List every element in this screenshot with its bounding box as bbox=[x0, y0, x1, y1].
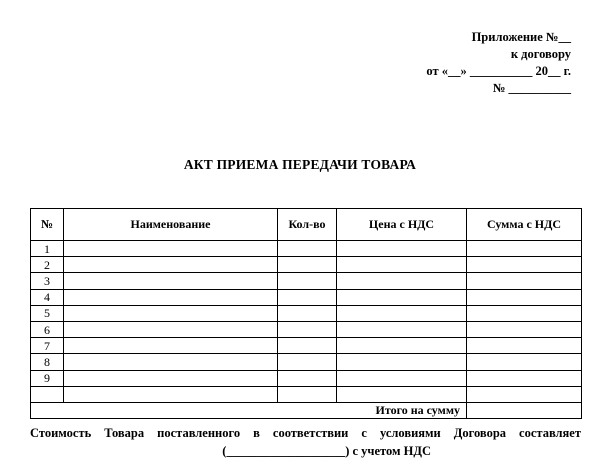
row-number: 4 bbox=[31, 289, 64, 305]
row-number: 7 bbox=[31, 338, 64, 354]
price-cell[interactable] bbox=[337, 321, 467, 337]
table-row bbox=[31, 338, 582, 354]
price-cell[interactable] bbox=[337, 241, 467, 257]
row-number: 3 bbox=[31, 273, 64, 289]
total-value-cell[interactable] bbox=[467, 402, 582, 418]
cost-statement bbox=[30, 424, 581, 460]
cost-statement-line2: (___________________) с учетом НДС bbox=[222, 444, 431, 458]
sum-cell[interactable] bbox=[467, 241, 582, 257]
header-sum: Сумма с НДС bbox=[467, 209, 582, 241]
row-number: 6 bbox=[31, 321, 64, 337]
sum-cell[interactable] bbox=[467, 354, 582, 370]
header-number: № bbox=[31, 209, 64, 241]
row-number: 9 bbox=[31, 370, 64, 386]
name-cell[interactable] bbox=[64, 386, 278, 402]
price-cell[interactable] bbox=[337, 386, 467, 402]
price-cell[interactable] bbox=[337, 289, 467, 305]
sum-cell[interactable] bbox=[467, 370, 582, 386]
document-title: АКТ ПРИЕМА ПЕРЕДАЧИ ТОВАРА bbox=[183, 157, 417, 172]
table-row bbox=[31, 257, 582, 273]
cost-statement-line1: Стоимость Товара поставленного в соответствии с условиями Договора составляет bbox=[30, 426, 581, 440]
row-number: 5 bbox=[31, 305, 64, 321]
quantity-cell[interactable] bbox=[278, 370, 337, 386]
quantity-cell[interactable] bbox=[278, 289, 337, 305]
quantity-cell[interactable] bbox=[278, 386, 337, 402]
sum-cell[interactable] bbox=[467, 386, 582, 402]
table-row bbox=[31, 370, 582, 386]
quantity-cell[interactable] bbox=[278, 321, 337, 337]
appendix-contract-date: от «__» __________ 20__ г. bbox=[426, 64, 571, 78]
table-row bbox=[31, 386, 582, 402]
total-label: Итого на сумму bbox=[31, 402, 467, 418]
appendix-contract-number: № __________ bbox=[492, 81, 571, 95]
price-cell[interactable] bbox=[337, 305, 467, 321]
quantity-cell[interactable] bbox=[278, 305, 337, 321]
table-row bbox=[31, 354, 582, 370]
quantity-cell[interactable] bbox=[278, 338, 337, 354]
name-cell[interactable] bbox=[64, 338, 278, 354]
name-cell[interactable] bbox=[64, 321, 278, 337]
header-price: Цена с НДС bbox=[337, 209, 467, 241]
row-number: 2 bbox=[31, 257, 64, 273]
price-cell[interactable] bbox=[337, 273, 467, 289]
price-cell[interactable] bbox=[337, 354, 467, 370]
row-number: 1 bbox=[31, 241, 64, 257]
name-cell[interactable] bbox=[64, 289, 278, 305]
total-row bbox=[31, 402, 582, 418]
sum-cell[interactable] bbox=[467, 257, 582, 273]
sum-cell[interactable] bbox=[467, 289, 582, 305]
table-row bbox=[31, 305, 582, 321]
appendix-block bbox=[426, 29, 571, 97]
price-cell[interactable] bbox=[337, 370, 467, 386]
price-cell[interactable] bbox=[337, 257, 467, 273]
name-cell[interactable] bbox=[64, 354, 278, 370]
name-cell[interactable] bbox=[64, 305, 278, 321]
name-cell[interactable] bbox=[64, 273, 278, 289]
name-cell[interactable] bbox=[64, 370, 278, 386]
table-row bbox=[31, 321, 582, 337]
name-cell[interactable] bbox=[64, 257, 278, 273]
header-quantity: Кол-во bbox=[278, 209, 337, 241]
row-number bbox=[31, 386, 64, 402]
quantity-cell[interactable] bbox=[278, 354, 337, 370]
row-number: 8 bbox=[31, 354, 64, 370]
table-header-row bbox=[31, 209, 582, 241]
sum-cell[interactable] bbox=[467, 338, 582, 354]
name-cell[interactable] bbox=[64, 241, 278, 257]
quantity-cell[interactable] bbox=[278, 241, 337, 257]
table-row bbox=[31, 289, 582, 305]
appendix-number: Приложение №__ bbox=[471, 30, 571, 44]
sum-cell[interactable] bbox=[467, 321, 582, 337]
quantity-cell[interactable] bbox=[278, 257, 337, 273]
sum-cell[interactable] bbox=[467, 305, 582, 321]
header-name: Наименование bbox=[64, 209, 278, 241]
quantity-cell[interactable] bbox=[278, 273, 337, 289]
goods-table bbox=[30, 208, 582, 419]
table-row bbox=[31, 273, 582, 289]
table-row bbox=[31, 241, 582, 257]
sum-cell[interactable] bbox=[467, 273, 582, 289]
appendix-contract-ref: к договору bbox=[510, 47, 571, 61]
price-cell[interactable] bbox=[337, 338, 467, 354]
